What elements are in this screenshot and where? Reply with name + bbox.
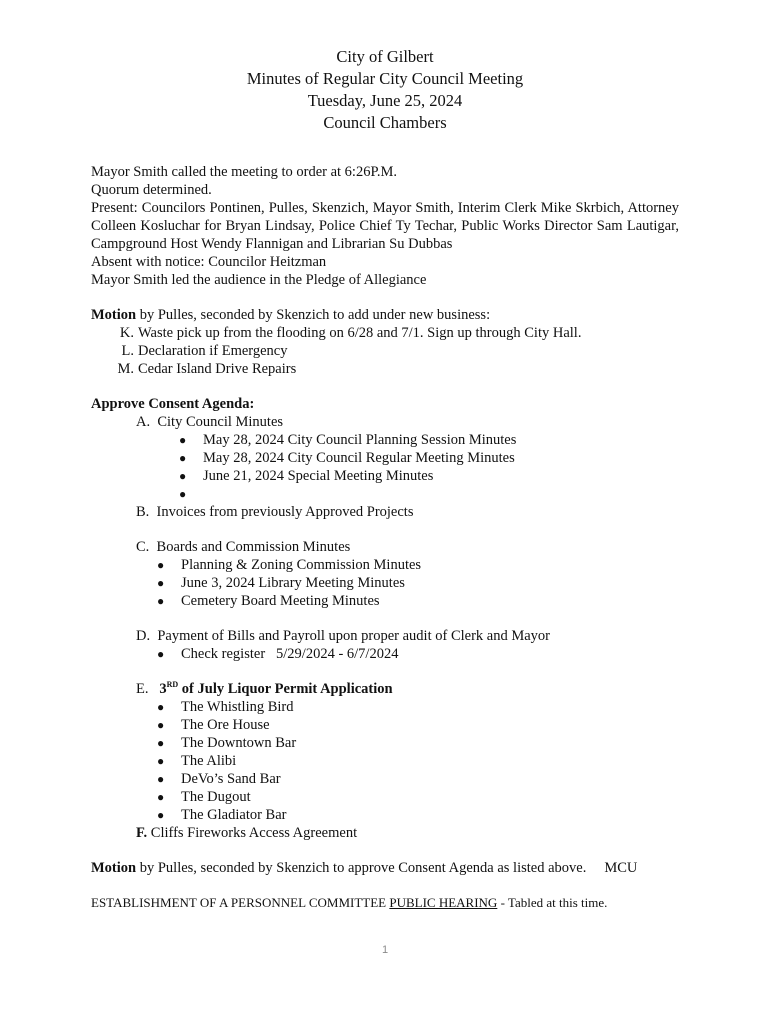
motion-text: by Pulles, seconded by Skenzich to approve Consent Agenda as listed above. [136, 860, 587, 876]
motion-new-business [91, 306, 679, 324]
bullet-icon: ● [179, 451, 187, 465]
bullet-icon: ● [157, 790, 165, 804]
quorum: Quorum determined. [91, 182, 212, 198]
bullet-icon: ● [157, 700, 165, 714]
list-item: ● Cemetery Board Meeting Minutes [157, 593, 380, 609]
consent-item-e: E. 3RD of July Liquor Permit Application [136, 680, 393, 697]
motion-label: Motion [91, 307, 137, 323]
bullet-icon: ● [157, 576, 165, 590]
list-item: M. Cedar Island Drive Repairs [117, 361, 297, 377]
bullet-icon: ● [179, 433, 187, 447]
consent-item-f: F. Cliffs Fireworks Access Agreement [136, 825, 358, 841]
public-hearing-label: PUBLIC HEARING [389, 895, 498, 910]
list-item: ● Check register 5/29/2024 - 6/7/2024 [157, 646, 399, 662]
page-number: 1 [381, 944, 389, 956]
city-name: City of Gilbert [336, 47, 434, 66]
bullet-icon: ● [157, 808, 165, 822]
bullet-icon: ● [157, 736, 165, 750]
consent-item-d: D. Payment of Bills and Payroll upon proper audit of Clerk and Mayor [136, 628, 550, 644]
list-item: L. Declaration if Emergency [121, 343, 288, 359]
list-item: ● The Gladiator Bar [157, 807, 287, 823]
bullet-icon: ● [157, 558, 165, 572]
minutes-body [91, 163, 679, 912]
bullet-icon: ● [157, 772, 165, 786]
consent-item-b: B. Invoices from previously Approved Projects [136, 504, 414, 520]
public-hearing-item: ESTABLISHMENT OF A PERSONNEL COMMITTEE PUBLIC HEARING - Tabled at this time. [91, 895, 608, 910]
present-list: Present: Councilors Pontinen, Pulles, Skenzich, Mayor Smith, Interim Clerk Mike Skrbich, Attorney Colleen Kosluchar for Bryan Lindsay, Police Chief Ty Techar, Public Works Director Sam Lautigar, Campground Host Wendy Flannigan and Librarian Su Dubbas [91, 200, 679, 252]
list-item: ● June 3, 2024 Library Meeting Minutes [157, 575, 405, 591]
bullet-icon: ● [179, 487, 187, 501]
list-item: ● May 28, 2024 City Council Planning Session Minutes [179, 432, 517, 448]
list-item: ● The Ore House [157, 717, 270, 733]
motion-label: Motion [91, 860, 137, 876]
bullet-icon: ● [157, 647, 165, 661]
list-item: ● The Downtown Bar [157, 735, 297, 751]
consent-agenda-heading: Approve Consent Agenda: [91, 396, 255, 412]
list-item: ● DeVo’s Sand Bar [157, 771, 281, 787]
pledge: Mayor Smith led the audience in the Pledge of Allegiance [91, 272, 427, 288]
motion-text: by Pulles, seconded by Skenzich to add under new business: [136, 307, 491, 323]
list-item: ● June 21, 2024 Special Meeting Minutes [179, 468, 434, 484]
list-item: ● The Dugout [157, 789, 251, 805]
consent-item-a: A. City Council Minutes [136, 414, 284, 430]
document-header [0, 46, 770, 134]
meeting-date: Tuesday, June 25, 2024 [307, 91, 463, 110]
list-item: ● The Whistling Bird [157, 699, 294, 715]
motion-consent-approval [91, 859, 679, 877]
motion-result: MCU [604, 860, 638, 876]
bullet-icon: ● [157, 754, 165, 768]
list-item: ● May 28, 2024 City Council Regular Meeting Minutes [179, 450, 515, 466]
call-to-order: Mayor Smith called the meeting to order at 6:26P.M. [91, 164, 398, 180]
consent-item-c: C. Boards and Commission Minutes [136, 539, 351, 555]
list-item: ● The Alibi [157, 753, 237, 769]
bullet-icon: ● [157, 718, 165, 732]
bullet-icon: ● [157, 594, 165, 608]
bullet-icon: ● [179, 469, 187, 483]
list-item: K. Waste pick up from the flooding on 6/28 and 7/1. Sign up through City Hall. [119, 325, 582, 341]
absent-list: Absent with notice: Councilor Heitzman [91, 254, 327, 270]
meeting-title: Minutes of Regular City Council Meeting [246, 69, 524, 88]
list-item [91, 485, 679, 503]
meeting-location: Council Chambers [323, 113, 447, 132]
list-item: ● Planning & Zoning Commission Minutes [157, 557, 422, 573]
